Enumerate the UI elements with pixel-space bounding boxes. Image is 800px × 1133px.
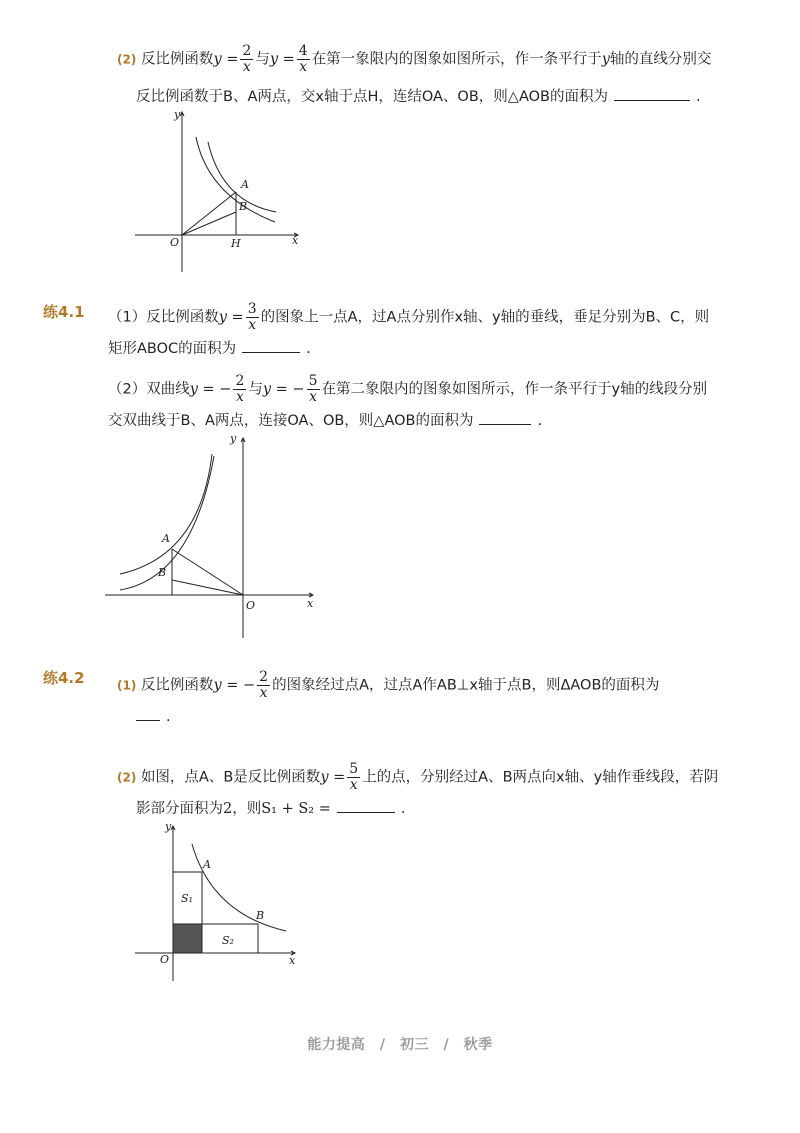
segment-ob (182, 212, 236, 235)
denominator: x (257, 685, 270, 701)
text: 在第一象限内的图象如图所示，作一条平行于 (311, 51, 602, 68)
page-footer: 能力提高 / 初三 / 秋季 (307, 1037, 493, 1053)
text: . (400, 801, 406, 817)
fraction (347, 762, 360, 793)
text: 上的点，分别经过A、B两点向x轴、y轴作垂线段，若阴 (362, 769, 719, 786)
fraction (257, 670, 270, 701)
fraction (307, 374, 320, 405)
numerator: 2 (235, 373, 245, 389)
answer-blank[interactable] (479, 410, 531, 425)
ex42-part1-line2 (136, 706, 171, 727)
numerator: 5 (308, 373, 318, 389)
denominator: x (240, 59, 253, 75)
segment-ob (172, 580, 243, 595)
fraction (233, 374, 246, 405)
x-label: x (289, 954, 296, 967)
problem-2-line-1 (117, 44, 711, 75)
equation: y = − (262, 381, 305, 398)
segment-oa (172, 549, 243, 595)
numerator: 5 (349, 761, 359, 777)
origin-label: O (170, 236, 180, 249)
ex42-part1-line1 (117, 670, 659, 701)
point-a-label: A (241, 178, 249, 191)
y-label: y (165, 820, 172, 833)
denominator: x (347, 777, 360, 793)
origin-label: O (160, 953, 170, 966)
text: . (695, 89, 701, 105)
text: 的图象经过点A，过点A作AB⊥x轴于点B，则ΔAOB的面积为 (272, 677, 660, 694)
exercise-label: 练4.1 (43, 303, 85, 321)
point-b-label: B (239, 200, 248, 213)
point-a-label: A (162, 532, 170, 545)
text: 反比例函数 (140, 51, 214, 68)
numerator: 3 (247, 301, 257, 317)
y-label: y (174, 108, 181, 121)
answer-blank[interactable] (337, 798, 395, 813)
y-label: y (230, 432, 237, 445)
text: 的图象上一点A，过A点分别作x轴、y轴的垂线，垂足分别为B、C，则 (260, 309, 710, 326)
equation: y = (269, 51, 295, 68)
text: 矩形ABOC的面积为 (108, 341, 237, 357)
numerator: 2 (259, 669, 269, 685)
point-b-label: B (158, 566, 167, 579)
s2-label: S₂ (222, 934, 234, 947)
exercise-label: 练4.2 (43, 669, 85, 687)
equation: y = − (189, 381, 232, 398)
equation: y = (218, 309, 244, 326)
shaded-region (174, 925, 202, 953)
problem-number: (1) (117, 678, 137, 693)
text: . (537, 413, 543, 429)
equation: y = (213, 51, 239, 68)
text: 在第二象限内的图象如图所示，作一条平行于y轴的线段分别 (321, 381, 708, 398)
text: . (306, 341, 311, 357)
point-h-label: H (231, 237, 241, 250)
problem-number: (2) (117, 770, 137, 785)
text: 反比例函数 (140, 677, 214, 694)
ex41-part1-line1 (108, 302, 709, 333)
text: 交双曲线于B、A两点，连接OA、OB，则△AOB的面积为 (108, 413, 474, 429)
variable: y (601, 51, 610, 68)
fraction (240, 44, 253, 75)
ex41-part2-line1 (108, 374, 707, 405)
denominator: x (246, 317, 259, 333)
ex42-part2-line1 (117, 762, 718, 793)
text: （2）双曲线 (108, 381, 190, 398)
numerator: 4 (298, 43, 308, 59)
text: 与 (255, 51, 270, 68)
ex41-part1-line2 (108, 338, 311, 359)
origin-label: O (246, 599, 256, 612)
denominator: x (307, 389, 320, 405)
text: 轴的直线分别交 (609, 51, 712, 68)
equation: y = (320, 769, 346, 786)
fraction (297, 44, 310, 75)
text: . (166, 709, 171, 725)
x-label: x (292, 234, 299, 247)
fraction (246, 302, 259, 333)
answer-blank[interactable] (136, 706, 160, 721)
point-a-label: A (203, 858, 211, 871)
text: 影部分面积为2，则S₁ + S₂ = (136, 801, 331, 817)
denominator: x (233, 389, 246, 405)
segment-oa (182, 192, 236, 235)
text: 反比例函数于B、A两点，交x轴于点H，连结OA、OB，则△AOB的面积为 (136, 89, 608, 105)
answer-blank[interactable] (242, 338, 300, 353)
point-b-label: B (256, 909, 265, 922)
problem-number: (2) (117, 52, 137, 67)
figure-3 (130, 816, 310, 986)
denominator: x (297, 59, 310, 75)
s1-label: S₁ (181, 892, 193, 905)
x-label: x (307, 597, 314, 610)
text: 与 (248, 381, 263, 398)
figure-2 (100, 428, 330, 643)
equation: y = − (213, 677, 256, 694)
text: 如图，点A、B是反比例函数 (140, 769, 321, 786)
answer-blank[interactable] (614, 86, 690, 101)
figure-1 (130, 104, 310, 276)
text: （1）反比例函数 (108, 309, 219, 326)
numerator: 2 (242, 43, 252, 59)
